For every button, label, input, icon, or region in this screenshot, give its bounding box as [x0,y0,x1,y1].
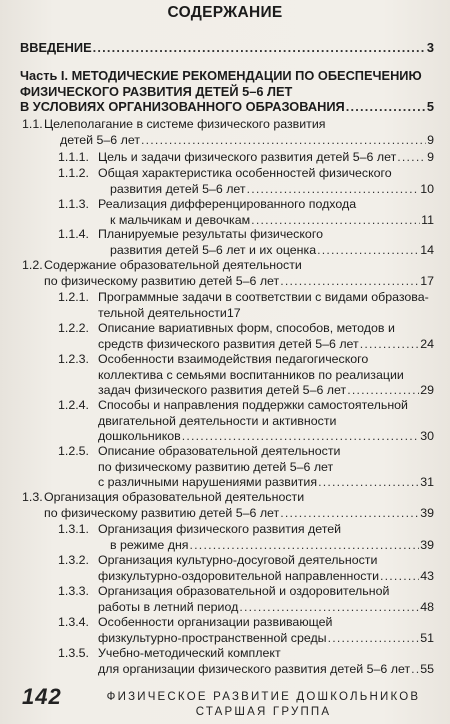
toc-entry-title: ФИЗИЧЕСКОГО РАЗВИТИЯ ДЕТЕЙ 5–6 ЛЕТ [20,83,293,99]
dot-leader [247,182,420,197]
toc-entry-line [44,506,434,521]
toc-entry-line [60,133,434,148]
toc-entry-title: Цель и задачи физического развития детей 5–6 лет [98,150,397,164]
toc-entry-line [98,569,434,584]
dot-leader [190,538,420,553]
toc-entry-line [98,166,392,181]
toc-entry-title: Особенности взаимодействия педагогического [98,352,369,366]
toc-page-number: 11 [421,212,434,227]
toc-entry-line [98,227,323,242]
toc-entry-line [20,68,422,83]
toc-entry-title: Способы и направления поддержки самостоятельной [98,398,408,412]
toc-entry-title: по физическому развитию детей 5–6 лет [98,459,334,474]
toc-entry-line [98,337,434,352]
footer-book-title: ФИЗИЧЕСКОЕ РАЗВИТИЕ ДОШКОЛЬНИКОВ [106,691,421,703]
toc-entry-title: Описание образовательной деятельности [98,444,341,458]
toc-page-number: 39 [420,537,434,552]
toc-entry-line [44,258,302,273]
toc-entry-number: 1.3.3. [58,584,90,598]
toc-page-number: 3 [426,40,434,55]
running-footer [86,690,441,720]
toc-entry-title: Реализация дифференцированного подхода [98,197,357,211]
toc-entry-title: тельной деятельности17 [98,305,241,320]
toc-entry-line [110,182,434,197]
dot-leader [380,569,419,584]
toc-page-number: 29 [420,383,434,397]
toc-entry-title: по физическому развитию детей 5–6 лет [44,273,280,288]
toc-entry-title: Организация образовательной деятельности [44,490,305,504]
toc-entry-line [98,306,241,321]
toc-entry-title: Содержание образовательной деятельности [44,258,302,272]
toc-page-number: 55 [420,661,434,676]
toc-entry-line [110,538,434,553]
toc-page-number: 14 [420,242,434,257]
toc-entry-line [98,615,332,630]
toc-entry-title: для организации физического развития детей 5–6 лет [98,661,411,676]
toc-entry-number: 1.2.3. [58,352,90,366]
toc-page-number: 39 [420,505,434,520]
toc-entry-title: В УСЛОВИЯХ ОРГАНИЗОВАННОГО ОБРАЗОВАНИЯ [20,99,345,114]
toc-entry-line [110,243,434,258]
toc-entry-line [44,490,304,505]
dot-leader [347,383,419,398]
toc-entry-number: 1.3. [22,490,43,504]
toc-entry-title: Планируемые результаты физического [98,227,323,241]
toc-entry-title: дошкольников [98,429,181,443]
dot-leader [141,133,426,148]
toc-page-number: 31 [420,475,434,489]
toc-entry-line [20,40,434,55]
dot-leader [397,150,426,165]
dot-leader [182,429,419,444]
toc-entry-line [98,553,377,568]
toc-entry-line [110,213,434,228]
toc-entry-title: развития детей 5–6 лет и их оценка [110,242,317,257]
toc-page-number: 17 [420,273,434,288]
toc-entry-number: 1.3.1. [58,522,90,536]
toc-entry-line [98,444,340,459]
dot-leader [360,337,420,352]
dot-leader [346,99,426,114]
toc-entry-title: Организация физического развития детей [98,522,342,536]
toc-entry-number: 1.2.2. [58,321,90,335]
dot-leader [328,631,420,646]
toc-entry-title: работы в летний период [98,599,239,614]
toc-entry-line [98,197,356,212]
toc-entry-line [98,414,336,429]
toc-entry-number: 1.1.3. [58,197,90,211]
dot-leader [411,662,419,677]
toc-entry-title: в режиме дня [110,537,189,552]
toc-entry-number: 1.1.4. [58,227,90,241]
toc-entry-line [20,99,434,114]
toc-entry-number: 1.2. [22,258,43,272]
toc-entry-number: 1.1. [22,117,43,131]
toc-entry-line [98,290,429,305]
dot-leader [318,475,419,490]
toc-entry-title: Учебно-методический комплект [98,646,281,660]
toc-page-number: 9 [427,132,434,147]
toc-entry-line [98,352,368,367]
toc-entry-title: Организация образовательной и оздоровительной [98,584,390,598]
toc-page-number: 24 [420,336,434,351]
toc-entry-title: физкультурно-оздоровительной направленности [98,568,379,583]
toc-entry-title: с различными нарушениями развития [98,475,318,489]
page-number: 142 [22,684,62,709]
toc-entry-line [20,84,292,99]
toc-entry-line [44,117,326,132]
toc-entry-line [44,274,434,289]
toc-entry-title: Программные задачи в соответствии с видами образова- [98,290,429,304]
toc-entry-title: по физическому развитию детей 5–6 лет [44,505,280,520]
dot-leader [239,600,419,615]
toc-entry-title: средств физического развития детей 5–6 лет [98,336,359,351]
toc-entry-line [98,150,434,165]
toc-page-number: 9 [427,150,434,164]
toc-entry-line [98,383,434,398]
dot-leader [317,243,419,258]
toc-entry-title: Описание вариативных форм, способов, методов и [98,321,395,335]
toc-entry-title: Особенности организации развивающей [98,615,333,629]
toc-page-number: 51 [420,630,434,645]
dot-leader [280,274,419,289]
toc-entry-title: Организация культурно-досуговой деятельности [98,553,378,567]
toc-entry-line [98,368,404,383]
toc-entry-number: 1.2.5. [58,444,90,458]
page-title: СОДЕРЖАНИЕ [167,4,283,21]
toc-entry-number: 1.2.1. [58,290,90,304]
toc-entry-title: двигательной деятельности и активности [98,413,337,428]
toc-entry-title: ВВЕДЕНИЕ [20,40,92,55]
toc-entry-line [98,646,281,661]
toc-entry-title: Часть I. МЕТОДИЧЕСКИЕ РЕКОМЕНДАЦИИ ПО ОБЕСПЕЧЕНИЮ [20,68,422,83]
toc-entry-line [98,475,434,490]
toc-entry-line [98,662,434,677]
dot-leader [280,506,419,521]
toc-entry-line [98,631,434,646]
toc-page-number: 48 [420,599,434,614]
toc-entry-line [98,398,408,413]
toc-page-number: 5 [426,99,434,114]
toc-entry-title: задач физического развития детей 5–6 лет [98,383,347,397]
dot-leader [93,40,426,55]
dot-leader [251,213,420,228]
footer-book-subtitle: СТАРШАЯ ГРУППА [195,706,332,718]
toc-page-number: 43 [420,568,434,583]
toc-entry-number: 1.3.4. [58,615,90,629]
toc-entry-number: 1.3.5. [58,646,90,660]
toc-entry-title: коллектива с семьями воспитанников по реализации [98,367,404,382]
toc-entry-number: 1.3.2. [58,553,90,567]
toc-entry-title: к мальчикам и девочкам [110,212,251,227]
toc-entry-number: 1.1.2. [58,166,90,180]
toc-entry-line [98,460,333,475]
toc-entry-number: 1.1.1. [58,150,90,164]
toc-entry-line [98,321,395,336]
toc-entry-line [98,429,434,444]
toc-entry-number: 1.2.4. [58,398,90,412]
toc-entry-title: физкультурно-пространственной среды [98,630,327,645]
toc-entry-line [98,600,434,615]
toc-entry-title: детей 5–6 лет [60,132,140,147]
toc-entry-title: развития детей 5–6 лет [110,181,246,196]
toc-page-number: 30 [420,429,434,443]
toc-entry-title: Целеполагание в системе физического развития [44,117,326,131]
toc-page-number: 10 [420,181,434,196]
toc-entry-line [98,584,389,599]
toc-entry-title: Общая характеристика особенностей физического [98,166,392,180]
toc-entry-line [98,522,341,537]
